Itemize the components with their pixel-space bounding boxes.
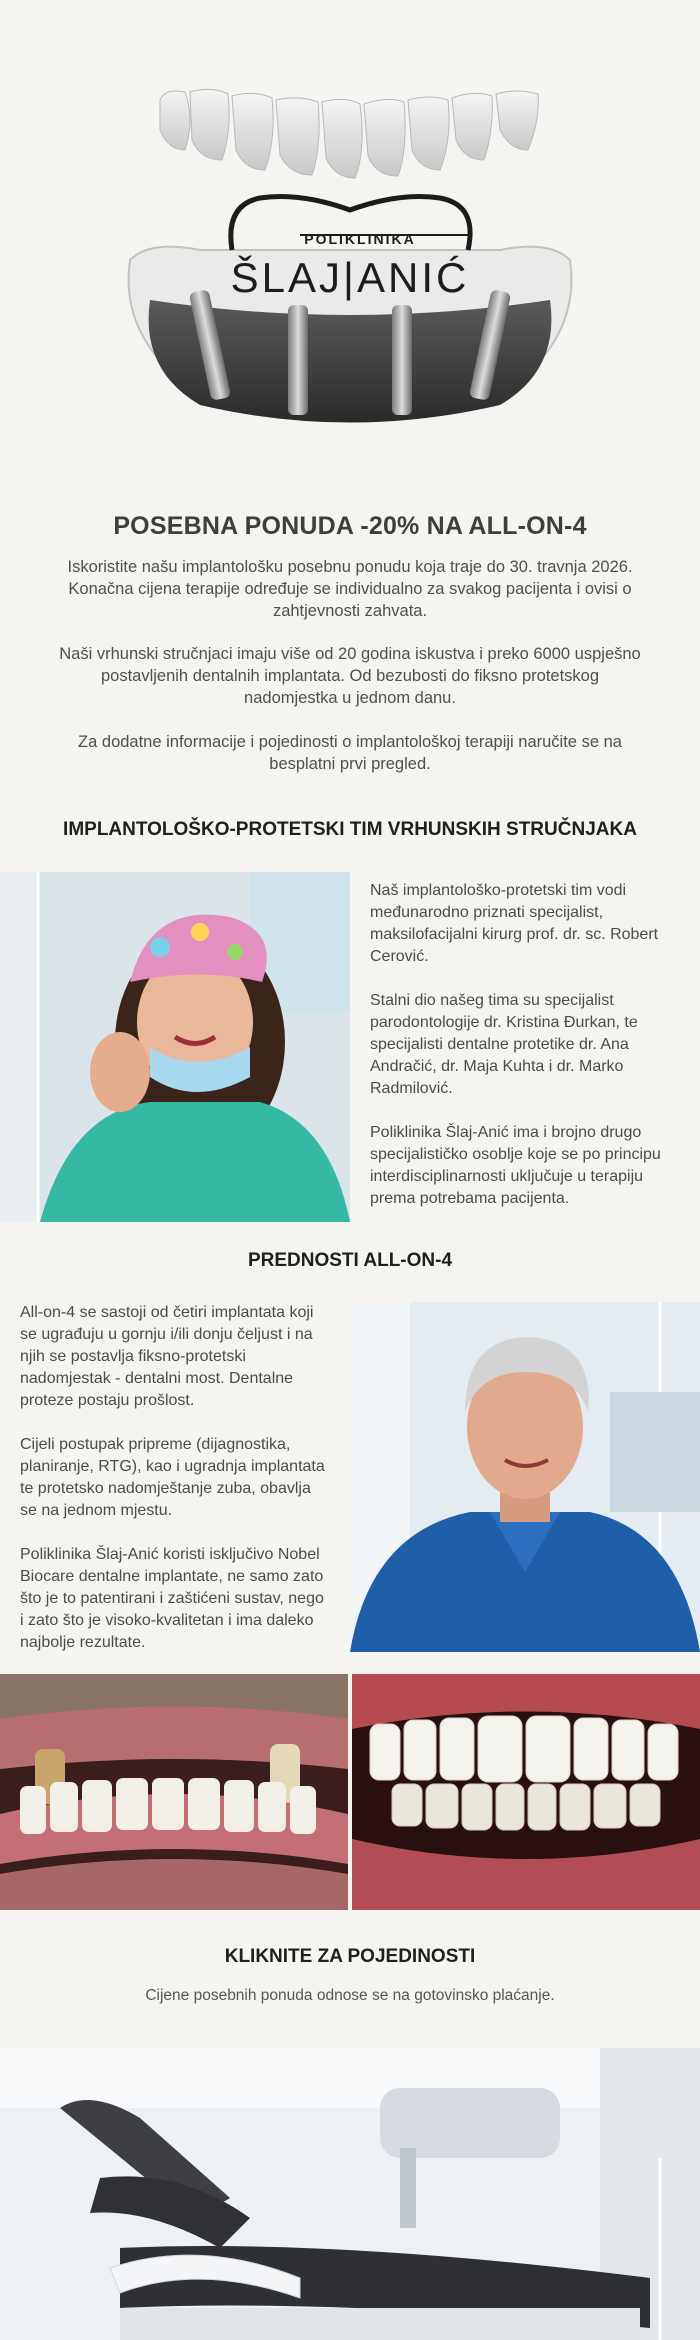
team-doctor-photo	[0, 872, 350, 1222]
advantages-text	[20, 1302, 325, 1676]
advantages-paragraph-3: Poliklinika Šlaj-Anić koristi isključivo Nobel Biocare dentalne implantate, ne samo zato što je to patentirani i zaštićeni sustav, nego i zato što je visoko-kvalitetan i ima daleko najbolje rezultate.	[20, 1546, 324, 1651]
dental-chair-photo	[0, 2048, 700, 2340]
team-text	[370, 880, 670, 1232]
price-note: Cijene posebnih ponuda odnose se na gotovinsko plaćanje.	[145, 1987, 555, 2004]
team-paragraph-1: Naš implantološko-protetski tim vodi međunarodno priznati specijalist, maksilofacijalni kirurg prof. dr. sc. Robert Cerović.	[370, 882, 659, 965]
advantages-paragraph-1: All-on-4 se sastoji od četiri implantata koji se ugrađuju u gornju i/ili donju čeljust i na njih se postavlja fiksno-protetski nadomjestak - dentalni most. Dentalne proteze postaju prošlost.	[20, 1304, 314, 1409]
offer-title: POSEBNA PONUDA -20% NA ALL-ON-4	[113, 512, 587, 540]
hero-banner	[0, 0, 700, 460]
offer-paragraph-3: Za dodatne informacije i pojedinosti o implantološkoj terapiji naručite se na besplatni prvi pregled.	[78, 733, 622, 773]
team-paragraph-3: Poliklinika Šlaj-Anić ima i brojno drugo specijalističko osoblje koje se po principu interdisciplinarnosti uključuje u terapiju prema potrebama pacijenta.	[370, 1124, 661, 1207]
before-treatment-photo	[0, 1674, 348, 1910]
offer-paragraph-2: Naši vrhunski stručnjaci imaju više od 20 godina iskustva i preko 6000 uspješno postavljenih dentalnih implantata. Od bezubosti do fiksno protetskog nadomjestka u jednom danu.	[59, 645, 641, 707]
team-paragraph-2: Stalni dio našeg tima su specijalist parodontologije dr. Kristina Đurkan, te specijalisti dentalne protetike dr. Ana Andračić, dr. Maja Kuhta i dr. Marko Radmilović.	[370, 992, 638, 1097]
advantages-paragraph-2: Cijeli postupak pripreme (dijagnostika, planiranje, RTG), kao i ugradnja implantata te protetsko nadomještanje zuba, obavlja se na jednom mjestu.	[20, 1436, 325, 1519]
logo-top-text: POLIKLINIKA	[304, 231, 416, 247]
logo-main-text: ŠLAJ|ANIĆ	[230, 254, 470, 301]
all-on-4-implant-illustration	[0, 0, 700, 460]
upper-teeth	[160, 89, 538, 178]
advantages-section-title: PREDNOSTI ALL-ON-4	[247, 1250, 453, 1271]
after-treatment-photo	[352, 1674, 700, 1910]
surgeon-photo	[350, 1302, 700, 1652]
offer-paragraph-1: Iskoristite našu implantološku posebnu ponudu koja traje do 30. travnja 2026. Konačna cijena terapije određuje se individualno za svakog pacijenta i ovisi o zahtjevnosti zahvata.	[67, 558, 633, 620]
team-section-title: IMPLANTOLOŠKO-PROTETSKI TIM VRHUNSKIH STRUČNJAKA	[63, 819, 637, 840]
details-link[interactable]: KLIKNITE ZA POJEDINOSTI	[224, 1946, 476, 1967]
